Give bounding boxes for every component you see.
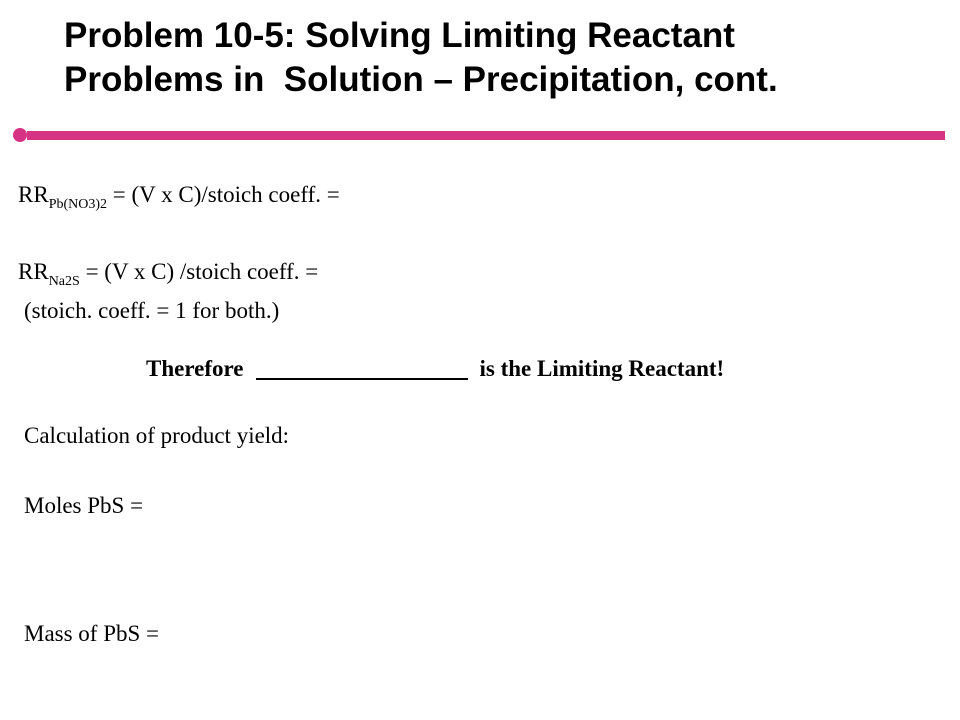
stoich-note: (stoich. coeff. = 1 for both.) — [24, 298, 280, 323]
rr-subscript: Na2S — [48, 274, 80, 289]
therefore-label: Therefore — [146, 356, 244, 381]
rr-na2s-line — [18, 257, 318, 287]
limiting-suffix: is the Limiting Reactant! — [479, 356, 725, 381]
limiting-reactant-statement — [146, 354, 724, 384]
rr-prefix: RR — [18, 182, 49, 207]
divider-bullet — [13, 128, 27, 142]
slide-title — [64, 14, 944, 102]
title-line-2: Problems in Solution – Precipitation, cont. — [64, 60, 778, 99]
rr-pbno32-line — [18, 180, 340, 210]
title-line-1: Problem 10-5: Solving Limiting Reactant — [64, 16, 735, 55]
rr-equation: = (V x C) /stoich coeff. = — [79, 259, 319, 284]
mass-pbs-label: Mass of PbS = — [24, 621, 160, 646]
moles-pbs-label: Moles PbS = — [24, 493, 144, 518]
answer-blank — [256, 354, 468, 380]
title-divider — [27, 131, 945, 140]
rr-subscript: Pb(NO3)2 — [48, 197, 108, 212]
rr-prefix: RR — [18, 259, 49, 284]
rr-equation: = (V x C)/stoich coeff. = — [107, 182, 340, 207]
calc-heading: Calculation of product yield: — [24, 423, 290, 448]
